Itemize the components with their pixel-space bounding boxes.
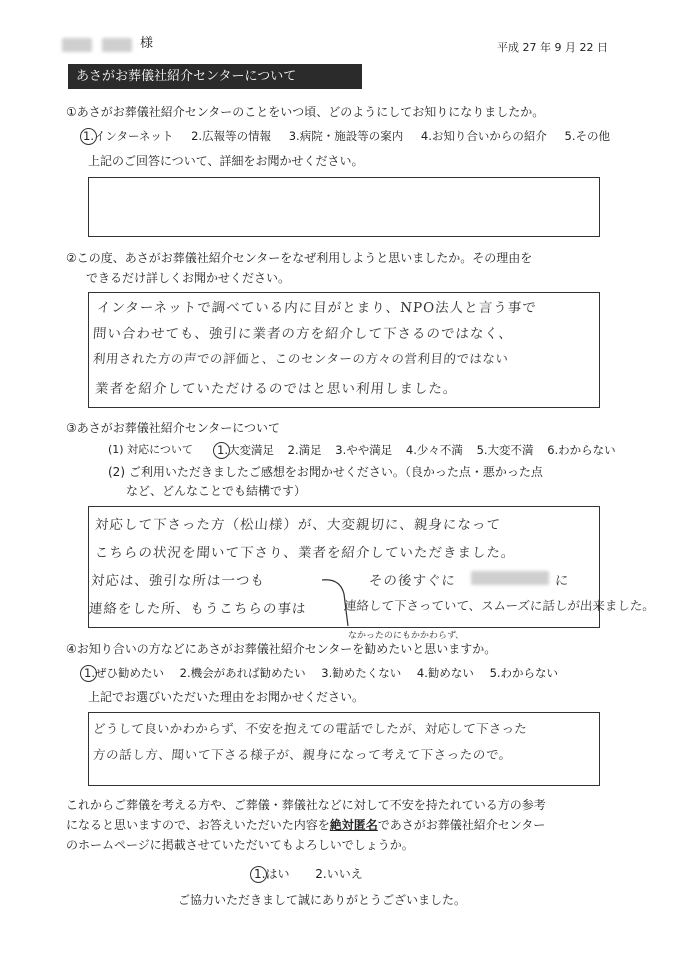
consent-line-2-post: であさがお葬儀社紹介センター (377, 818, 546, 832)
q1-answer-box[interactable] (88, 177, 600, 237)
q4-option-4[interactable]: 4.勧めない (416, 666, 474, 680)
q3-answer-line-1: 対応して下さった方（松山様）が、大変親切に、親身になって (94, 517, 502, 533)
q2-question-line2: できるだけ詳しくお聞かせください。 (86, 271, 291, 285)
q4-option-3[interactable]: 3.勧めたくない (321, 666, 402, 680)
q1-question: ①あさがお葬儀社紹介センターのことをいつ頃、どのようにしてお知りになりましたか。 (66, 105, 545, 119)
q4-option-5[interactable]: 5.わからない (489, 666, 559, 680)
consent-line-2-pre: になると思いますので、お答えいただいた内容を (66, 818, 330, 832)
q1-options (83, 128, 624, 144)
q1-option-4[interactable]: 4.お知り合いからの紹介 (420, 129, 547, 143)
q4-option-2[interactable]: 2.機会があれば勧めたい (179, 666, 306, 680)
q3-option-1[interactable]: 1.大変満足 (217, 443, 274, 457)
redacted-name-2 (102, 38, 132, 52)
q2-answer-line-4: 業者を紹介していただけるのではと思い利用しました。 (94, 381, 458, 397)
consent-anonymous: 絶対匿名 (329, 818, 378, 832)
q4-answer-line-1: どうして良いかわからず、不安を抱えての電話でしたが、対応して下さった (92, 721, 528, 736)
insert-mark (318, 576, 358, 636)
q3-option-2[interactable]: 2.満足 (287, 443, 322, 457)
q4-answer-box[interactable] (88, 712, 600, 786)
redacted-name-1 (62, 38, 92, 52)
q3-option-5[interactable]: 5.大変不満 (476, 443, 534, 457)
q2-question-line1: ②この度、あさがお葬儀社紹介センターをなぜ利用しようと思いましたか。その理由を (66, 251, 533, 265)
section-title: あさがお葬儀社紹介センターについて (68, 64, 362, 89)
q1-followup: 上記のご回答について、詳細をお聞かせください。 (88, 154, 364, 168)
salutation: 様 (140, 36, 154, 51)
q4-answer-line-2: 方の話し方、聞いて下さる様子が、親身になって考えて下さったので。 (92, 747, 513, 762)
closing-message: ご協力いただきまして誠にありがとうございました。 (178, 893, 467, 907)
q3-answer-line-4b: 連絡して下さっていて、スムーズに話しが出来ました。 (343, 598, 656, 613)
q3-answer-line-3a: 対応は、強引な所は一つも (90, 573, 266, 589)
document-date: 平成 27 年 9 月 22 日 (497, 41, 608, 54)
q2-answer-line-2: 問い合わせても、強引に業者の方を紹介して下さるのではなく、 (92, 326, 514, 342)
q2-answer-line-3: 利用された方の声での評価と、このセンターの方々の営利目的ではない (92, 351, 510, 366)
q3-answer-line-3c: に (554, 573, 570, 589)
q3-option-4[interactable]: 4.少々不満 (405, 443, 463, 457)
q1-option-1[interactable]: 1.インターネット (83, 129, 174, 143)
q2-answer-box[interactable] (88, 292, 600, 408)
q3-sub2-line1: (2) ご利用いただきましたご感想をお聞かせください。（良かった点・悪かった点 (108, 465, 543, 479)
q2-answer-line-1: インターネットで調べている内に目がとまり、NPO法人と言う事で (96, 300, 538, 316)
q3-option-6[interactable]: 6.わからない (547, 443, 616, 457)
q1-option-3[interactable]: 3.病院・施設等の案内 (288, 129, 404, 143)
redacted-company (471, 571, 549, 585)
q4-options (84, 665, 558, 681)
q3-answer-insert: なかったのにもかかわらず、 (347, 631, 465, 641)
q3-answer-line-3b: その後すぐに (368, 573, 457, 589)
q3-sub1-options (217, 442, 616, 458)
q3-sub2-line2: など、どんなことでも結構です） (126, 484, 307, 498)
consent-line-1: これからご葬儀を考える方や、ご葬儀・葬儀社などに対して不安を持たれている方の参考 (66, 798, 546, 812)
consent-option-no[interactable]: 2.いいえ (315, 867, 363, 881)
q4-option-1[interactable]: 1.ぜひ勧めたい (84, 666, 164, 680)
q3-answer-line-4a: 連絡をした所、もうこちらの事は (88, 601, 307, 617)
q3-answer-line-2: こちらの状況を聞いて下さり、業者を紹介していただきました。 (94, 545, 516, 561)
q3-question: ③あさがお葬儀社紹介センターについて (66, 421, 281, 435)
q4-followup: 上記でお選びいただいた理由をお聞かせください。 (88, 690, 365, 704)
q1-option-2[interactable]: 2.広報等の情報 (191, 129, 272, 143)
q1-option-5[interactable]: 5.その他 (564, 129, 610, 143)
q4-question: ④お知り合いの方などにあさがお葬儀社紹介センターを勧めたいと思いますか。 (66, 642, 497, 656)
q3-sub1-label: (1) 対応について (108, 443, 193, 456)
consent-option-yes[interactable]: 1.はい (254, 867, 290, 881)
consent-line-2 (66, 817, 545, 833)
consent-line-3: のホームページに掲載させていただいてもよろしいでしょうか。 (66, 838, 414, 852)
q3-option-3[interactable]: 3.やや満足 (335, 443, 393, 457)
consent-options (254, 866, 363, 882)
